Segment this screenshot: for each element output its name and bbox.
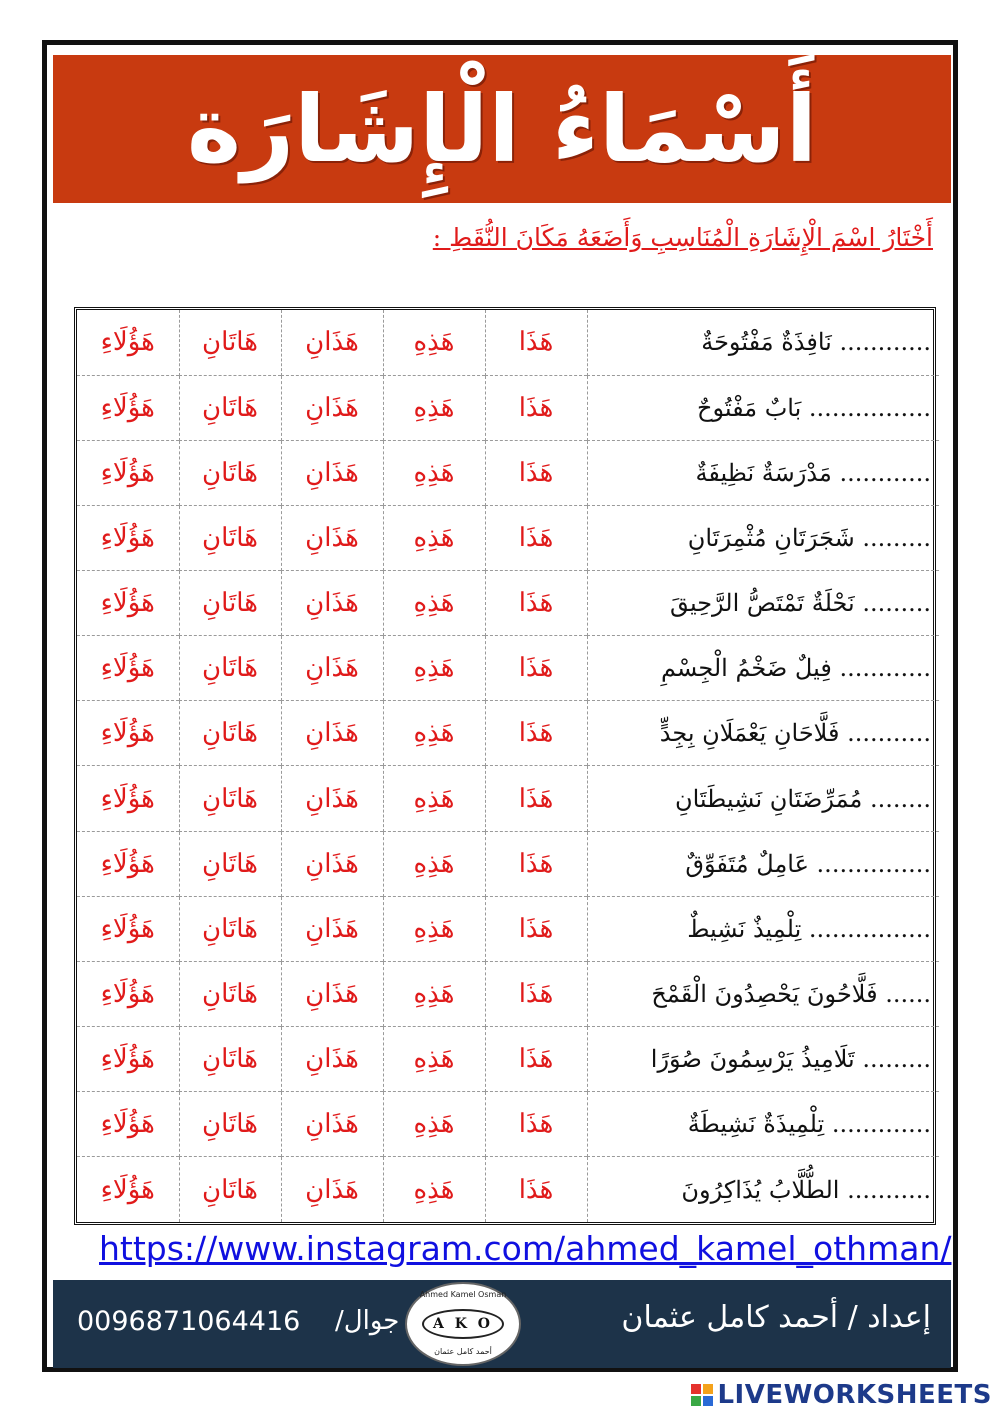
demonstrative-option[interactable]: هَذَا — [485, 766, 587, 831]
demonstrative-option[interactable]: هَذِهِ — [383, 310, 485, 375]
demonstrative-option[interactable]: هَذَا — [485, 310, 587, 375]
page-title: أَسْمَاءُ الْإِشَارَة — [186, 75, 818, 183]
demonstrative-option[interactable]: هَؤُلَاءِ — [77, 701, 179, 766]
demonstrative-option[interactable]: هَذِهِ — [383, 1027, 485, 1092]
exercise-row — [77, 505, 939, 570]
sentence-cell: ............ مَدْرَسَةٌ نَظِيفَةٌ — [587, 440, 939, 505]
sentence-cell: ........... الطُّلَّابُ يُذَاكِرُونَ — [587, 1157, 939, 1222]
sentence-cell: ...... فَلَّاحُونَ يَحْصِدُونَ الْقَمْحَ — [587, 961, 939, 1026]
demonstrative-option[interactable]: هَذِهِ — [383, 1157, 485, 1222]
exercise-row — [77, 831, 939, 896]
demonstrative-option[interactable]: هَاتَانِ — [179, 896, 281, 961]
demonstrative-option[interactable]: هَاتَانِ — [179, 831, 281, 896]
demonstrative-option[interactable]: هَاتَانِ — [179, 571, 281, 636]
exercise-row — [77, 1092, 939, 1157]
demonstrative-option[interactable]: هَذَا — [485, 375, 587, 440]
exercise-row — [77, 1027, 939, 1092]
demonstrative-option[interactable]: هَاتَانِ — [179, 636, 281, 701]
demonstrative-option[interactable]: هَؤُلَاءِ — [77, 375, 179, 440]
demonstrative-option[interactable]: هَذَا — [485, 1027, 587, 1092]
sentence-cell: ........... فَلَّاحَانِ يَعْمَلَانِ بِجِدٍّ — [587, 701, 939, 766]
exercise-row — [77, 440, 939, 505]
demonstrative-option[interactable]: هَذَا — [485, 831, 587, 896]
sentence-cell: ............ نَافِذَةٌ مَفْتُوحَةٌ — [587, 310, 939, 375]
sentence-cell: ........ مُمَرِّضَتَانِ نَشِيطَتَانِ — [587, 766, 939, 831]
demonstrative-option[interactable]: هَؤُلَاءِ — [77, 1027, 179, 1092]
author-logo — [405, 1282, 521, 1366]
demonstrative-option[interactable]: هَذَانِ — [281, 701, 383, 766]
demonstrative-option[interactable]: هَذَانِ — [281, 831, 383, 896]
demonstrative-option[interactable]: هَاتَانِ — [179, 766, 281, 831]
demonstrative-option[interactable]: هَذِهِ — [383, 1092, 485, 1157]
demonstrative-option[interactable]: هَاتَانِ — [179, 310, 281, 375]
demonstrative-option[interactable]: هَؤُلَاءِ — [77, 310, 179, 375]
demonstrative-option[interactable]: هَاتَانِ — [179, 505, 281, 570]
exercise-row — [77, 375, 939, 440]
sentence-cell: ............. تِلْمِيذَةٌ نَشِيطَةٌ — [587, 1092, 939, 1157]
demonstrative-option[interactable]: هَؤُلَاءِ — [77, 571, 179, 636]
sentence-cell: ............... عَامِلٌ مُتَفَوِّقٌ — [587, 831, 939, 896]
sentence-cell: ......... تَلَامِيذُ يَرْسِمُونَ صُوَرًا — [587, 1027, 939, 1092]
liveworksheets-logo-icon — [691, 1384, 713, 1406]
demonstrative-option[interactable]: هَذَانِ — [281, 375, 383, 440]
demonstrative-option[interactable]: هَذِهِ — [383, 766, 485, 831]
demonstrative-option[interactable]: هَذَانِ — [281, 440, 383, 505]
demonstrative-option[interactable]: هَؤُلَاءِ — [77, 1092, 179, 1157]
exercise-row — [77, 310, 939, 375]
demonstrative-option[interactable]: هَاتَانِ — [179, 1027, 281, 1092]
demonstrative-option[interactable]: هَذِهِ — [383, 961, 485, 1026]
instagram-link[interactable]: https://www.instagram.com/ahmed_kamel_othman/ — [99, 1229, 952, 1268]
demonstrative-option[interactable]: هَذَا — [485, 440, 587, 505]
demonstrative-option[interactable]: هَذَانِ — [281, 766, 383, 831]
footer-bar — [53, 1280, 951, 1368]
phone-number: 0096871064416 — [77, 1306, 301, 1337]
exercise-row — [77, 636, 939, 701]
exercise-row — [77, 571, 939, 636]
demonstrative-option[interactable]: هَذَا — [485, 1092, 587, 1157]
demonstrative-option[interactable]: هَذِهِ — [383, 896, 485, 961]
demonstrative-option[interactable]: هَذَا — [485, 505, 587, 570]
demonstrative-option[interactable]: هَذِهِ — [383, 831, 485, 896]
demonstrative-option[interactable]: هَذِهِ — [383, 505, 485, 570]
demonstrative-option[interactable]: هَذَانِ — [281, 1092, 383, 1157]
demonstrative-option[interactable]: هَذَانِ — [281, 571, 383, 636]
exercise-table — [77, 310, 939, 1222]
demonstrative-option[interactable]: هَذَانِ — [281, 505, 383, 570]
demonstrative-option[interactable]: هَذِهِ — [383, 571, 485, 636]
demonstrative-option[interactable]: هَذَانِ — [281, 961, 383, 1026]
sentence-cell: ......... نَحْلَةٌ تَمْتَصُّ الرَّحِيقَ — [587, 571, 939, 636]
demonstrative-option[interactable]: هَؤُلَاءِ — [77, 1157, 179, 1222]
exercise-row — [77, 1157, 939, 1222]
demonstrative-option[interactable]: هَذَا — [485, 701, 587, 766]
liveworksheets-watermark — [691, 1380, 992, 1410]
demonstrative-option[interactable]: هَذَانِ — [281, 1027, 383, 1092]
demonstrative-option[interactable]: هَذَا — [485, 961, 587, 1026]
sentence-cell: ......... شَجَرَتَانِ مُثْمِرَتَانِ — [587, 505, 939, 570]
demonstrative-option[interactable]: هَذَا — [485, 1157, 587, 1222]
exercise-row — [77, 896, 939, 961]
demonstrative-option[interactable]: هَؤُلَاءِ — [77, 831, 179, 896]
demonstrative-option[interactable]: هَاتَانِ — [179, 375, 281, 440]
demonstrative-option[interactable]: هَاتَانِ — [179, 440, 281, 505]
demonstrative-option[interactable]: هَذَانِ — [281, 896, 383, 961]
demonstrative-option[interactable]: هَؤُلَاءِ — [77, 440, 179, 505]
demonstrative-option[interactable]: هَؤُلَاءِ — [77, 636, 179, 701]
demonstrative-option[interactable]: هَذِهِ — [383, 701, 485, 766]
logo-arc-top-text: Ahmed Kamel Osman — [419, 1290, 507, 1299]
demonstrative-option[interactable]: هَذَانِ — [281, 1157, 383, 1222]
exercise-row — [77, 961, 939, 1026]
demonstrative-option[interactable]: هَؤُلَاءِ — [77, 766, 179, 831]
demonstrative-option[interactable]: هَذَا — [485, 896, 587, 961]
exercise-table-frame — [74, 307, 936, 1225]
demonstrative-option[interactable]: هَؤُلَاءِ — [77, 961, 179, 1026]
demonstrative-option[interactable]: هَذِهِ — [383, 440, 485, 505]
instruction-text: أَخْتَارُ اسْمَ الْإِشَارَةِ الْمُنَاسِبِ وَأَضَعَهُ مَكَانَ النُّقَطِ : — [432, 223, 933, 252]
title-banner — [53, 55, 951, 203]
sentence-cell: ................ بَابٌ مَفْتُوحٌ — [587, 375, 939, 440]
demonstrative-option[interactable]: هَؤُلَاءِ — [77, 896, 179, 961]
exercise-row — [77, 766, 939, 831]
demonstrative-option[interactable]: هَذَا — [485, 571, 587, 636]
demonstrative-option[interactable]: هَذِهِ — [383, 636, 485, 701]
demonstrative-option[interactable]: هَذَا — [485, 636, 587, 701]
demonstrative-option[interactable]: هَاتَانِ — [179, 701, 281, 766]
logo-arc-bottom-text: أحمد كامل عثمان — [434, 1347, 492, 1356]
demonstrative-option[interactable]: هَاتَانِ — [179, 1092, 281, 1157]
watermark-text: LIVEWORKSHEETS — [717, 1380, 992, 1410]
demonstrative-option[interactable]: هَاتَانِ — [179, 1157, 281, 1222]
logo-letters: A K O — [422, 1309, 504, 1339]
demonstrative-option[interactable]: هَذَانِ — [281, 636, 383, 701]
demonstrative-option[interactable]: هَاتَانِ — [179, 961, 281, 1026]
sentence-cell: ................ تِلْمِيذٌ نَشِيطٌ — [587, 896, 939, 961]
demonstrative-option[interactable]: هَذِهِ — [383, 375, 485, 440]
sentence-cell: ............ فِيلٌ ضَخْمُ الْجِسْمِ — [587, 636, 939, 701]
demonstrative-option[interactable]: هَذَانِ — [281, 310, 383, 375]
demonstrative-option[interactable]: هَؤُلَاءِ — [77, 505, 179, 570]
worksheet-page — [42, 40, 958, 1372]
exercise-row — [77, 701, 939, 766]
author-credit: إعداد / أحمد كامل عثمان — [621, 1300, 931, 1335]
phone-label: جوال/ — [335, 1306, 400, 1336]
